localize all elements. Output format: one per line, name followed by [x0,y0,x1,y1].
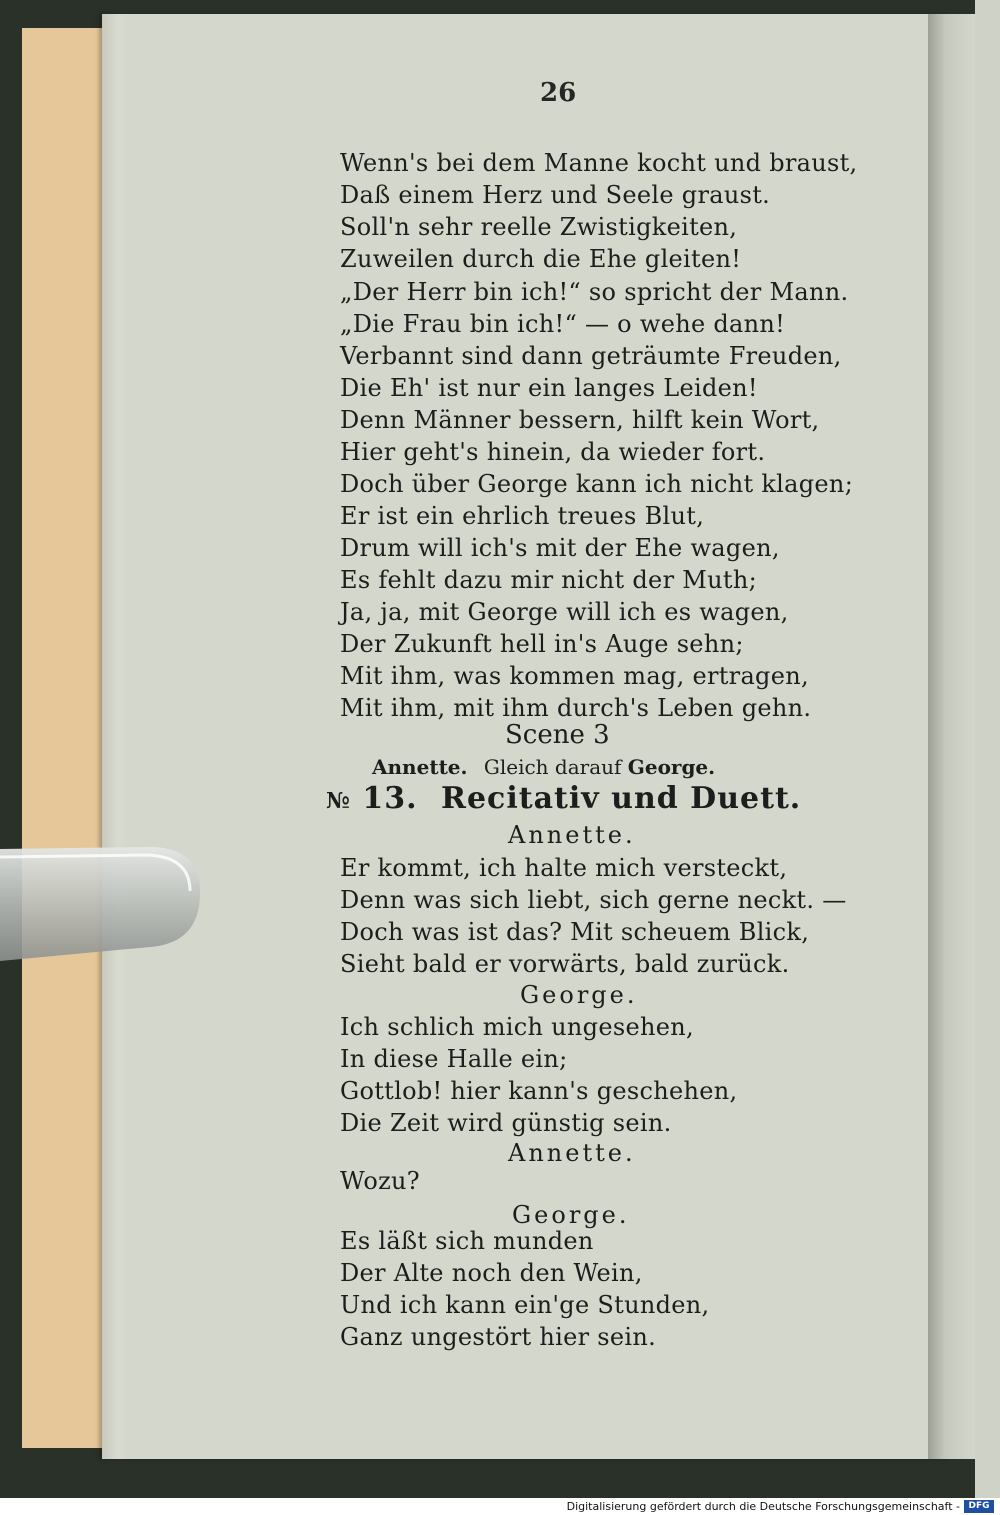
verse-line: Ganz ungestört hier sein. [340,1323,657,1351]
speaker-annette: Annette. [508,821,636,849]
verse-line: Er kommt, ich halte mich versteckt, [340,854,788,882]
dfg-logo: DFG [964,1500,994,1513]
verse-line: „Der Herr bin ich!“ so spricht der Mann. [340,278,849,306]
speaker-annette: Annette. [508,1139,636,1167]
person-annette: Annette. [372,755,468,779]
verse-line: Denn was sich liebt, sich gerne neckt. — [340,886,847,914]
speaker-george: George. [512,1201,630,1229]
verse-line: Drum will ich's mit der Ehe wagen, [340,534,780,562]
verse-line: Es läßt sich munden [340,1227,594,1255]
page-number: 26 [540,78,577,108]
number-symbol: № [326,788,351,814]
verse-line: Zuweilen durch die Ehe gleiten! [340,245,742,273]
number-value: 13. [362,781,418,816]
number-heading [326,781,802,816]
verse-line: Doch was ist das? Mit scheuem Blick, [340,918,810,946]
verse-line: Der Zukunft hell in's Auge sehn; [340,630,744,658]
verse-line: Wozu? [340,1167,420,1195]
verse-line: Er ist ein ehrlich treues Blut, [340,502,705,530]
number-title: Recitativ und Duett. [441,781,802,816]
verse-line: Die Eh' ist nur ein langes Leiden! [340,374,758,402]
verse-line: „Die Frau bin ich!“ — o wehe dann! [340,310,786,338]
verse-line: Die Zeit wird günstig sein. [340,1109,672,1137]
footer-credit: Digitalisierung gefördert durch die Deutsche Forschungsgemeinschaft - [566,1500,960,1513]
speaker-george: George. [520,981,638,1009]
verse-line: Hier geht's hinein, da wieder fort. [340,438,766,466]
scene-persons [372,752,715,782]
verse-line: Verbannt sind dann geträumte Freuden, [340,342,842,370]
verse-line: Es fehlt dazu mir nicht der Muth; [340,566,757,594]
page-clip [0,843,202,965]
verse-line: Ich schlich mich ungesehen, [340,1013,694,1041]
verse-line: Ja, ja, mit George will ich es wagen, [340,598,789,626]
verse-line: Denn Männer bessern, hilft kein Wort, [340,406,820,434]
verse-line: Und ich kann ein'ge Stunden, [340,1291,710,1319]
verse-line: Mit ihm, was kommen mag, ertragen, [340,662,809,690]
footer-bar [0,1498,1000,1515]
verse-line: Gottlob! hier kann's geschehen, [340,1077,738,1105]
verse-line: Mit ihm, mit ihm durch's Leben gehn. [340,694,812,722]
facing-page-edge [975,0,1000,1498]
scene-heading: Scene 3 [505,720,610,750]
page-edge [102,14,128,1459]
page-gutter [928,14,978,1459]
verse-line: In diese Halle ein; [340,1045,568,1073]
verse-line: Wenn's bei dem Manne kocht und braust, [340,149,858,177]
person-george: George. [627,755,716,779]
verse-line: Der Alte noch den Wein, [340,1259,643,1287]
persons-connector: Gleich darauf [483,755,622,779]
verse-line: Doch über George kann ich nicht klagen; [340,470,854,498]
verse-line: Sieht bald er vorwärts, bald zurück. [340,950,790,978]
verse-line: Soll'n sehr reelle Zwistigkeiten, [340,213,738,241]
verse-line: Daß einem Herz und Seele graust. [340,181,771,209]
